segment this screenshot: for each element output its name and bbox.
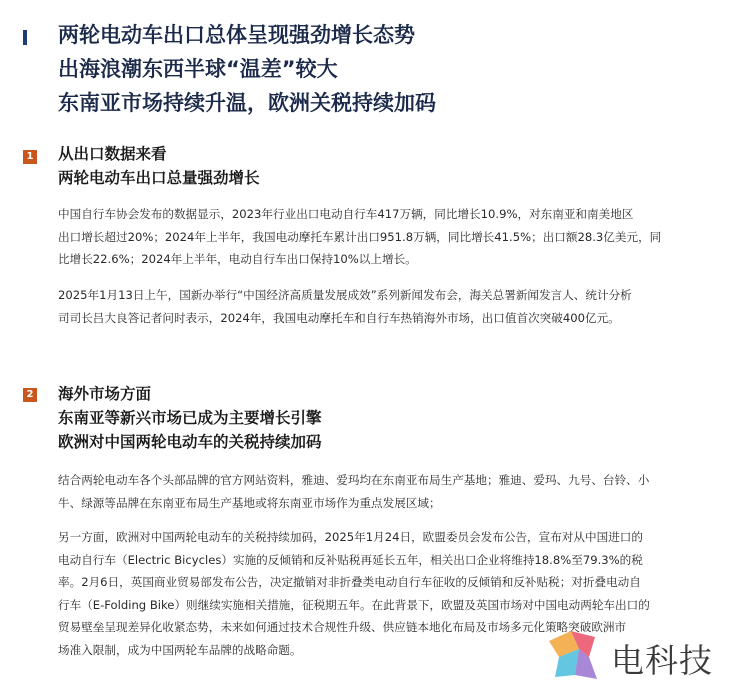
paragraph-line: 2025年1月13日上午，国新办举行“中国经济高质量发展成效”系列新闻发布会，海关总署新闻发言人、统计分析 [58,288,632,302]
paragraph-line: 另一方面，欧洲对中国两轮电动车的关税持续加码，2025年1月24日，欧盟委员会发布公告，宣布对从中国进口的 [58,530,643,544]
title-accent-bar [23,30,27,45]
section-2-heading-line-2: 东南亚等新兴市场已成为主要增长引擎 [58,409,322,427]
paragraph-line: 牛、绿源等品牌在东南亚布局生产基地或将东南亚市场作为重点发展区域； [58,495,441,510]
paragraph-line: 率。2月6日，英国商业贸易部发布公告，决定撤销对非折叠类电动自行车征收的反倾销和反补贴税；对折叠电动自 [58,575,641,589]
title-line-3: 东南亚市场持续升温，欧洲关税持续加码 [58,91,436,115]
title-line-1: 两轮电动车出口总体呈现强劲增长态势 [58,23,415,47]
section-2-heading-line-3: 欧洲对中国两轮电动车的关税持续加码 [58,433,322,451]
section-1-paragraph-2 [58,284,703,329]
section-1-paragraph-1 [58,203,703,271]
paragraph-line: 电动自行车（Electric Bicycles）实施的反倾销和反补贴税再延长五年，相关出口企业将维持18.8%至79.3%的税 [58,552,643,567]
watermark-text: 电科技 [611,641,713,680]
dkj-logo-icon [545,627,607,687]
paragraph-line: 中国自行车协会发布的数据显示，2023年行业出口电动自行车417万辆，同比增长10.9%，对东南亚和南美地区 [58,207,634,221]
paragraph-line: 贸易壁垒呈现差异化收紧态势，未来如何通过技术合规性升级、供应链本地化布局及市场多元化策略突破欧洲市 [58,620,627,634]
section-number-1: 1 [23,150,37,164]
title-line-2: 出海浪潮东西半球“温差”较大 [58,57,338,81]
section-number-2: 2 [23,388,37,402]
paragraph-line: 场准入限制，成为中国两轮车品牌的战略命题。 [58,642,302,657]
section-2-paragraph-1 [58,469,703,514]
paragraph-line: 出口增长超过20%；2024年上半年，我国电动摩托车累计出口951.8万辆，同比增长41.5%；出口额28.3亿美元，同 [58,229,662,244]
paragraph-line: 司司长吕大良答记者问时表示，2024年，我国电动摩托车和自行车热销海外市场，出口值首次突破400亿元。 [58,310,620,325]
section-2-heading-line-1: 海外市场方面 [58,385,152,403]
section-1-heading-line-1: 从出口数据来看 [58,145,167,163]
section-1-heading-line-2: 两轮电动车出口总量强劲增长 [58,169,260,187]
watermark [545,627,725,687]
paragraph-line: 比增长22.6%；2024年上半年，电动自行车出口保持10%以上增长。 [58,252,417,266]
paragraph-line: 结合两轮电动车各个头部品牌的官方网站资料，雅迪、爱玛均在东南亚布局生产基地；雅迪、爱玛、九号、台铃、小 [58,473,650,487]
paragraph-line: 行车（E-Folding Bike）则继续实施相关措施，征税期五年。在此背景下，欧盟及英国市场对中国电动两轮车出口的 [58,597,650,612]
